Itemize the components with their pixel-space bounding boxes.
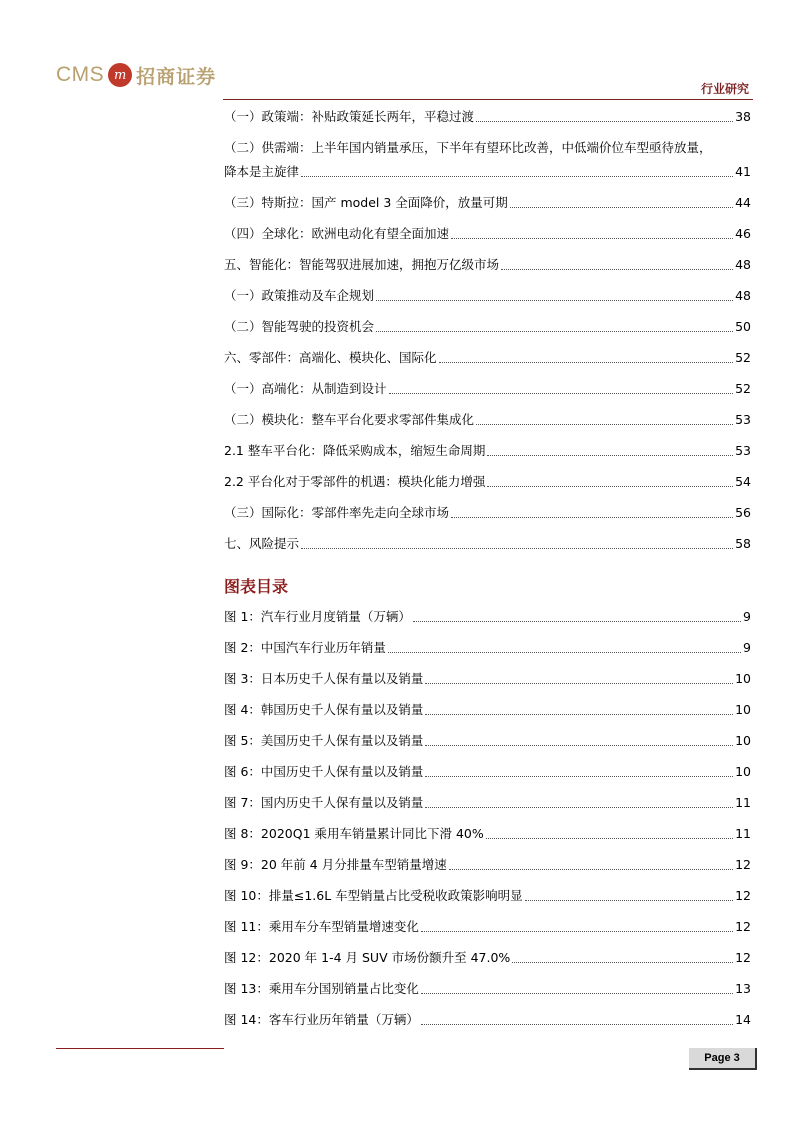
lof-entry-page: 12 xyxy=(735,857,751,872)
lof-entry-text: 图 8：2020Q1 乘用车销量累计同比下滑 40% xyxy=(224,826,484,841)
lof-entry-text: 图 3：日本历史千人保有量以及销量 xyxy=(224,671,424,686)
lof-entry[interactable] xyxy=(224,639,751,657)
lof-entry-text: 图 11：乘用车分车型销量增速变化 xyxy=(224,919,419,934)
toc-entry[interactable] xyxy=(224,349,751,367)
leader-dots xyxy=(451,238,733,239)
toc-entry[interactable] xyxy=(224,287,751,305)
lof-entry[interactable] xyxy=(224,608,751,626)
leader-dots xyxy=(376,300,733,301)
leader-dots xyxy=(525,900,733,901)
footer-divider xyxy=(56,1048,224,1049)
toc-entry[interactable] xyxy=(224,411,751,429)
leader-dots xyxy=(425,807,733,808)
lof-entry-text: 图 7：国内历史千人保有量以及销量 xyxy=(224,795,424,810)
company-logo xyxy=(56,60,216,90)
leader-dots xyxy=(421,931,733,932)
leader-dots xyxy=(425,745,733,746)
toc-entry-page: 52 xyxy=(735,350,751,365)
toc-entry[interactable] xyxy=(224,318,751,336)
toc-entry-page: 52 xyxy=(735,381,751,396)
toc-entry-page: 53 xyxy=(735,412,751,427)
toc-entry-text: 2.2 平台化对于零部件的机遇：模块化能力增强 xyxy=(224,474,486,489)
lof-entry-page: 13 xyxy=(735,981,751,996)
toc-entry-page: 48 xyxy=(735,288,751,303)
leader-dots xyxy=(476,424,733,425)
toc-entry[interactable] xyxy=(224,473,751,491)
lof-entry[interactable] xyxy=(224,918,751,936)
lof-entry-page: 12 xyxy=(735,950,751,965)
leader-dots xyxy=(487,455,733,456)
lof-entry-text: 图 10：排量≤1.6L 车型销量占比受税收政策影响明显 xyxy=(224,888,523,903)
leader-dots xyxy=(449,869,733,870)
leader-dots xyxy=(510,207,733,208)
leader-dots xyxy=(425,683,733,684)
leader-dots xyxy=(487,486,733,487)
lof-entry-text: 图 6：中国历史千人保有量以及销量 xyxy=(224,764,424,779)
toc-entry-text: （二）智能驾驶的投资机会 xyxy=(224,319,375,334)
leader-dots xyxy=(413,621,741,622)
lof-entry-text: 图 12：2020 年 1-4 月 SUV 市场份额升至 47.0% xyxy=(224,950,511,965)
leader-dots xyxy=(376,331,733,332)
toc-entry-page: 44 xyxy=(735,195,751,210)
toc-entry[interactable] xyxy=(224,194,751,212)
lof-entry-page: 14 xyxy=(735,1012,751,1027)
leader-dots xyxy=(512,962,733,963)
toc-entry-text: （一）政策推动及车企规划 xyxy=(224,288,375,303)
lof-entry-page: 9 xyxy=(743,640,751,655)
list-of-figures-title: 图表目录 xyxy=(224,577,289,596)
toc-entry-text: 降本是主旋律 xyxy=(224,164,300,179)
leader-dots xyxy=(301,548,733,549)
lof-entry[interactable] xyxy=(224,980,751,998)
leader-dots xyxy=(476,121,733,122)
leader-dots xyxy=(501,269,733,270)
toc-entry-text: （三）特斯拉：国产 model 3 全面降价，放量可期 xyxy=(224,195,508,210)
lof-entry-text: 图 13：乘用车分国别销量占比变化 xyxy=(224,981,419,996)
logo-mark-icon: m xyxy=(108,63,132,87)
toc-entry-text: （四）全球化：欧洲电动化有望全面加速 xyxy=(224,226,450,241)
lof-entry[interactable] xyxy=(224,949,751,967)
lof-entry-text: 图 4：韩国历史千人保有量以及销量 xyxy=(224,702,424,717)
leader-dots xyxy=(421,993,733,994)
lof-entry[interactable] xyxy=(224,1011,751,1029)
toc-entry[interactable] xyxy=(224,380,751,398)
lof-entry[interactable] xyxy=(224,670,751,688)
lof-entry-text: 图 1：汽车行业月度销量（万辆） xyxy=(224,609,411,624)
lof-entry-page: 11 xyxy=(735,795,751,810)
toc-entry-page: 53 xyxy=(735,443,751,458)
toc-entry[interactable] xyxy=(224,225,751,243)
header-divider xyxy=(223,99,753,100)
report-category: 行业研究 xyxy=(700,82,749,96)
lof-entry[interactable] xyxy=(224,794,751,812)
toc-entry-text: （二）模块化：整车平台化要求零部件集成化 xyxy=(224,412,475,427)
toc-entry[interactable] xyxy=(224,256,751,274)
toc-entry-text: 七、风险提示 xyxy=(224,536,300,551)
toc-entry-page: 54 xyxy=(735,474,751,489)
toc-entry-text: 2.1 整车平台化：降低采购成本，缩短生命周期 xyxy=(224,443,486,458)
toc-entry[interactable] xyxy=(224,442,751,460)
leader-dots xyxy=(425,714,733,715)
leader-dots xyxy=(388,652,741,653)
toc-entry-text: （一）高端化：从制造到设计 xyxy=(224,381,387,396)
lof-entry[interactable] xyxy=(224,763,751,781)
lof-entry-page: 12 xyxy=(735,888,751,903)
toc-entry[interactable] xyxy=(224,535,751,553)
logo-cms-text: CMS xyxy=(56,63,105,86)
lof-entry-page: 10 xyxy=(735,733,751,748)
toc-entry-page: 38 xyxy=(735,109,751,124)
lof-entry[interactable] xyxy=(224,732,751,750)
lof-entry[interactable] xyxy=(224,856,751,874)
leader-dots xyxy=(486,838,733,839)
toc-entry-page: 56 xyxy=(735,505,751,520)
leader-dots xyxy=(421,1024,733,1025)
lof-entry[interactable] xyxy=(224,887,751,905)
toc-entry-text: 六、零部件：高端化、模块化、国际化 xyxy=(224,350,437,365)
toc-entry-page: 48 xyxy=(735,257,751,272)
list-of-figures xyxy=(224,608,751,1029)
leader-dots xyxy=(425,776,733,777)
lof-entry-page: 10 xyxy=(735,702,751,717)
toc-entry-text: 五、智能化：智能驾驭进展加速，拥抱万亿级市场 xyxy=(224,257,500,272)
lof-entry-text: 图 2：中国汽车行业历年销量 xyxy=(224,640,386,655)
lof-entry[interactable] xyxy=(224,825,751,843)
leader-dots xyxy=(451,517,733,518)
toc-entry-page: 46 xyxy=(735,226,751,241)
lof-entry-text: 图 5：美国历史千人保有量以及销量 xyxy=(224,733,424,748)
toc-entry-page: 41 xyxy=(735,164,751,179)
lof-entry[interactable] xyxy=(224,701,751,719)
lof-entry-page: 12 xyxy=(735,919,751,934)
lof-entry-page: 10 xyxy=(735,764,751,779)
lof-entry-page: 10 xyxy=(735,671,751,686)
toc-entry-text: （三）国际化：零部件率先走向全球市场 xyxy=(224,505,450,520)
lof-entry-text: 图 9：20 年前 4 月分排量车型销量增速 xyxy=(224,857,447,872)
leader-dots xyxy=(439,362,734,363)
leader-dots xyxy=(389,393,734,394)
toc-entry[interactable] xyxy=(224,108,751,126)
toc-entry-text-line1: （二）供需端：上半年国内销量承压，下半年有望环比改善，中低端价位车型亟待放量， xyxy=(224,140,712,155)
toc-entry-page: 58 xyxy=(735,536,751,551)
leader-dots xyxy=(301,176,733,177)
page-number: Page 3 xyxy=(689,1048,757,1070)
toc-entry[interactable] xyxy=(224,139,751,181)
table-of-contents xyxy=(224,108,751,553)
toc-entry-page: 50 xyxy=(735,319,751,334)
lof-entry-page: 11 xyxy=(735,826,751,841)
lof-entry-text: 图 14：客车行业历年销量（万辆） xyxy=(224,1012,419,1027)
lof-entry-page: 9 xyxy=(743,609,751,624)
logo-chinese-text: 招商证券 xyxy=(136,65,217,88)
toc-entry[interactable] xyxy=(224,504,751,522)
toc-entry-text: （一）政策端：补贴政策延长两年，平稳过渡 xyxy=(224,109,475,124)
